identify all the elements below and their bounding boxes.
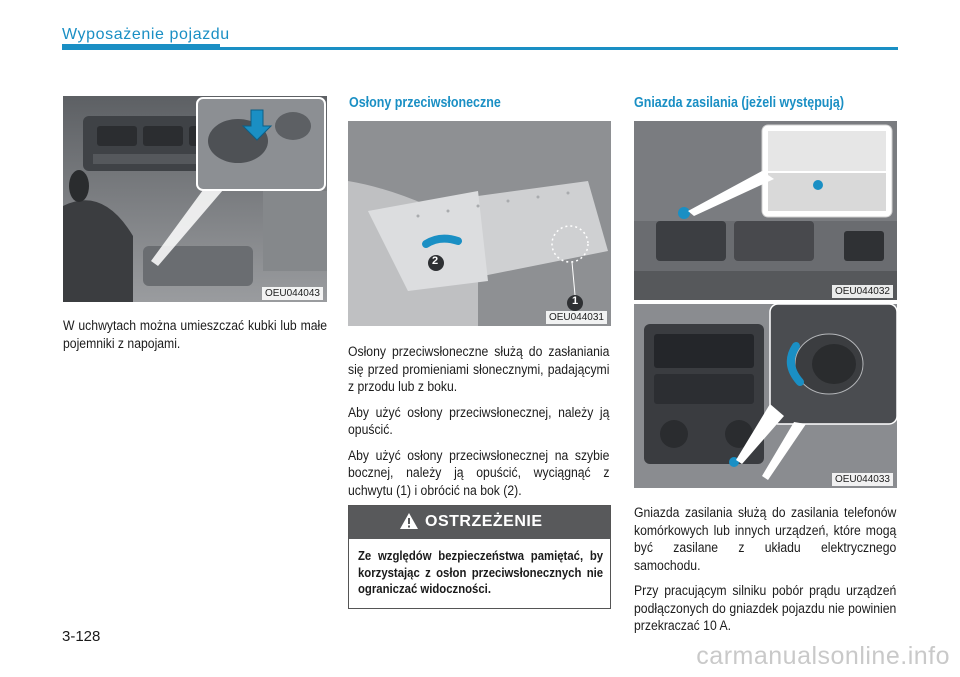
image-caption: OEU044043: [262, 287, 323, 300]
warning-triangle-icon: [399, 512, 419, 530]
cup-holder-illustration: [63, 96, 327, 302]
header-accent-bar: [62, 44, 220, 50]
image-caption: OEU044033: [832, 473, 893, 486]
power-outlet-text: [634, 505, 896, 644]
paragraph: Przy pracującym silniku pobór prądu urządzeń podłączonych do gniazdek pojazdu nie powinien przekraczać 10 A.: [634, 583, 897, 634]
power-outlet-photo-1: [634, 121, 897, 300]
section-header-title: Wyposażenie pojazdu: [62, 26, 230, 43]
sun-visor-text: [348, 344, 609, 508]
power-outlet-illustration-2: [634, 304, 897, 488]
sun-visor-section-title: Osłony przeciwsłoneczne: [349, 95, 501, 111]
image-caption: OEU044032: [832, 285, 893, 298]
paragraph: W uchwytach można umieszczać kubki lub małe pojemniki z napojami.: [63, 318, 328, 352]
paragraph: Gniazda zasilania służą do zasilania telefonów komórkowych lub innych urządzeń, które mogą być zasilane z układu elektrycznego samochodu.: [634, 505, 897, 574]
warning-box: [348, 505, 611, 609]
marker-1: 1: [572, 295, 579, 307]
cup-holder-photo: [63, 96, 327, 302]
paragraph: Aby użyć osłony przeciwsłonecznej, należy ją opuścić.: [348, 404, 610, 438]
marker-2: 2: [432, 255, 439, 267]
paragraph: Osłony przeciwsłoneczne służą do zasłaniania się przed promieniami słonecznymi, padającymi z przodu lub z boku.: [348, 344, 610, 395]
warning-label: OSTRZEŻENIE: [425, 513, 543, 530]
warning-header: [349, 506, 610, 539]
power-outlet-section-title: Gniazda zasilania (jeżeli występują): [634, 95, 844, 111]
power-outlet-illustration-1: [634, 121, 897, 300]
sun-visor-photo: [348, 121, 611, 326]
image-caption: OEU044031: [546, 311, 607, 324]
power-outlet-photo-2: [634, 304, 897, 488]
cup-holder-text: [63, 318, 327, 361]
warning-text: Ze względów bezpieczeństwa pamiętać, by korzystając z osłon przeciwsłonecznych nie ograniczać widoczności.: [358, 548, 604, 596]
paragraph: Aby użyć osłony przeciwsłonecznej na szybie bocznej, należy ją opuścić, wyciągnąć z uchwytu (1) i obrócić na bok (2).: [348, 447, 610, 499]
watermark: carmanualsonline.info: [696, 642, 950, 670]
page-number: 3-128: [62, 628, 101, 645]
